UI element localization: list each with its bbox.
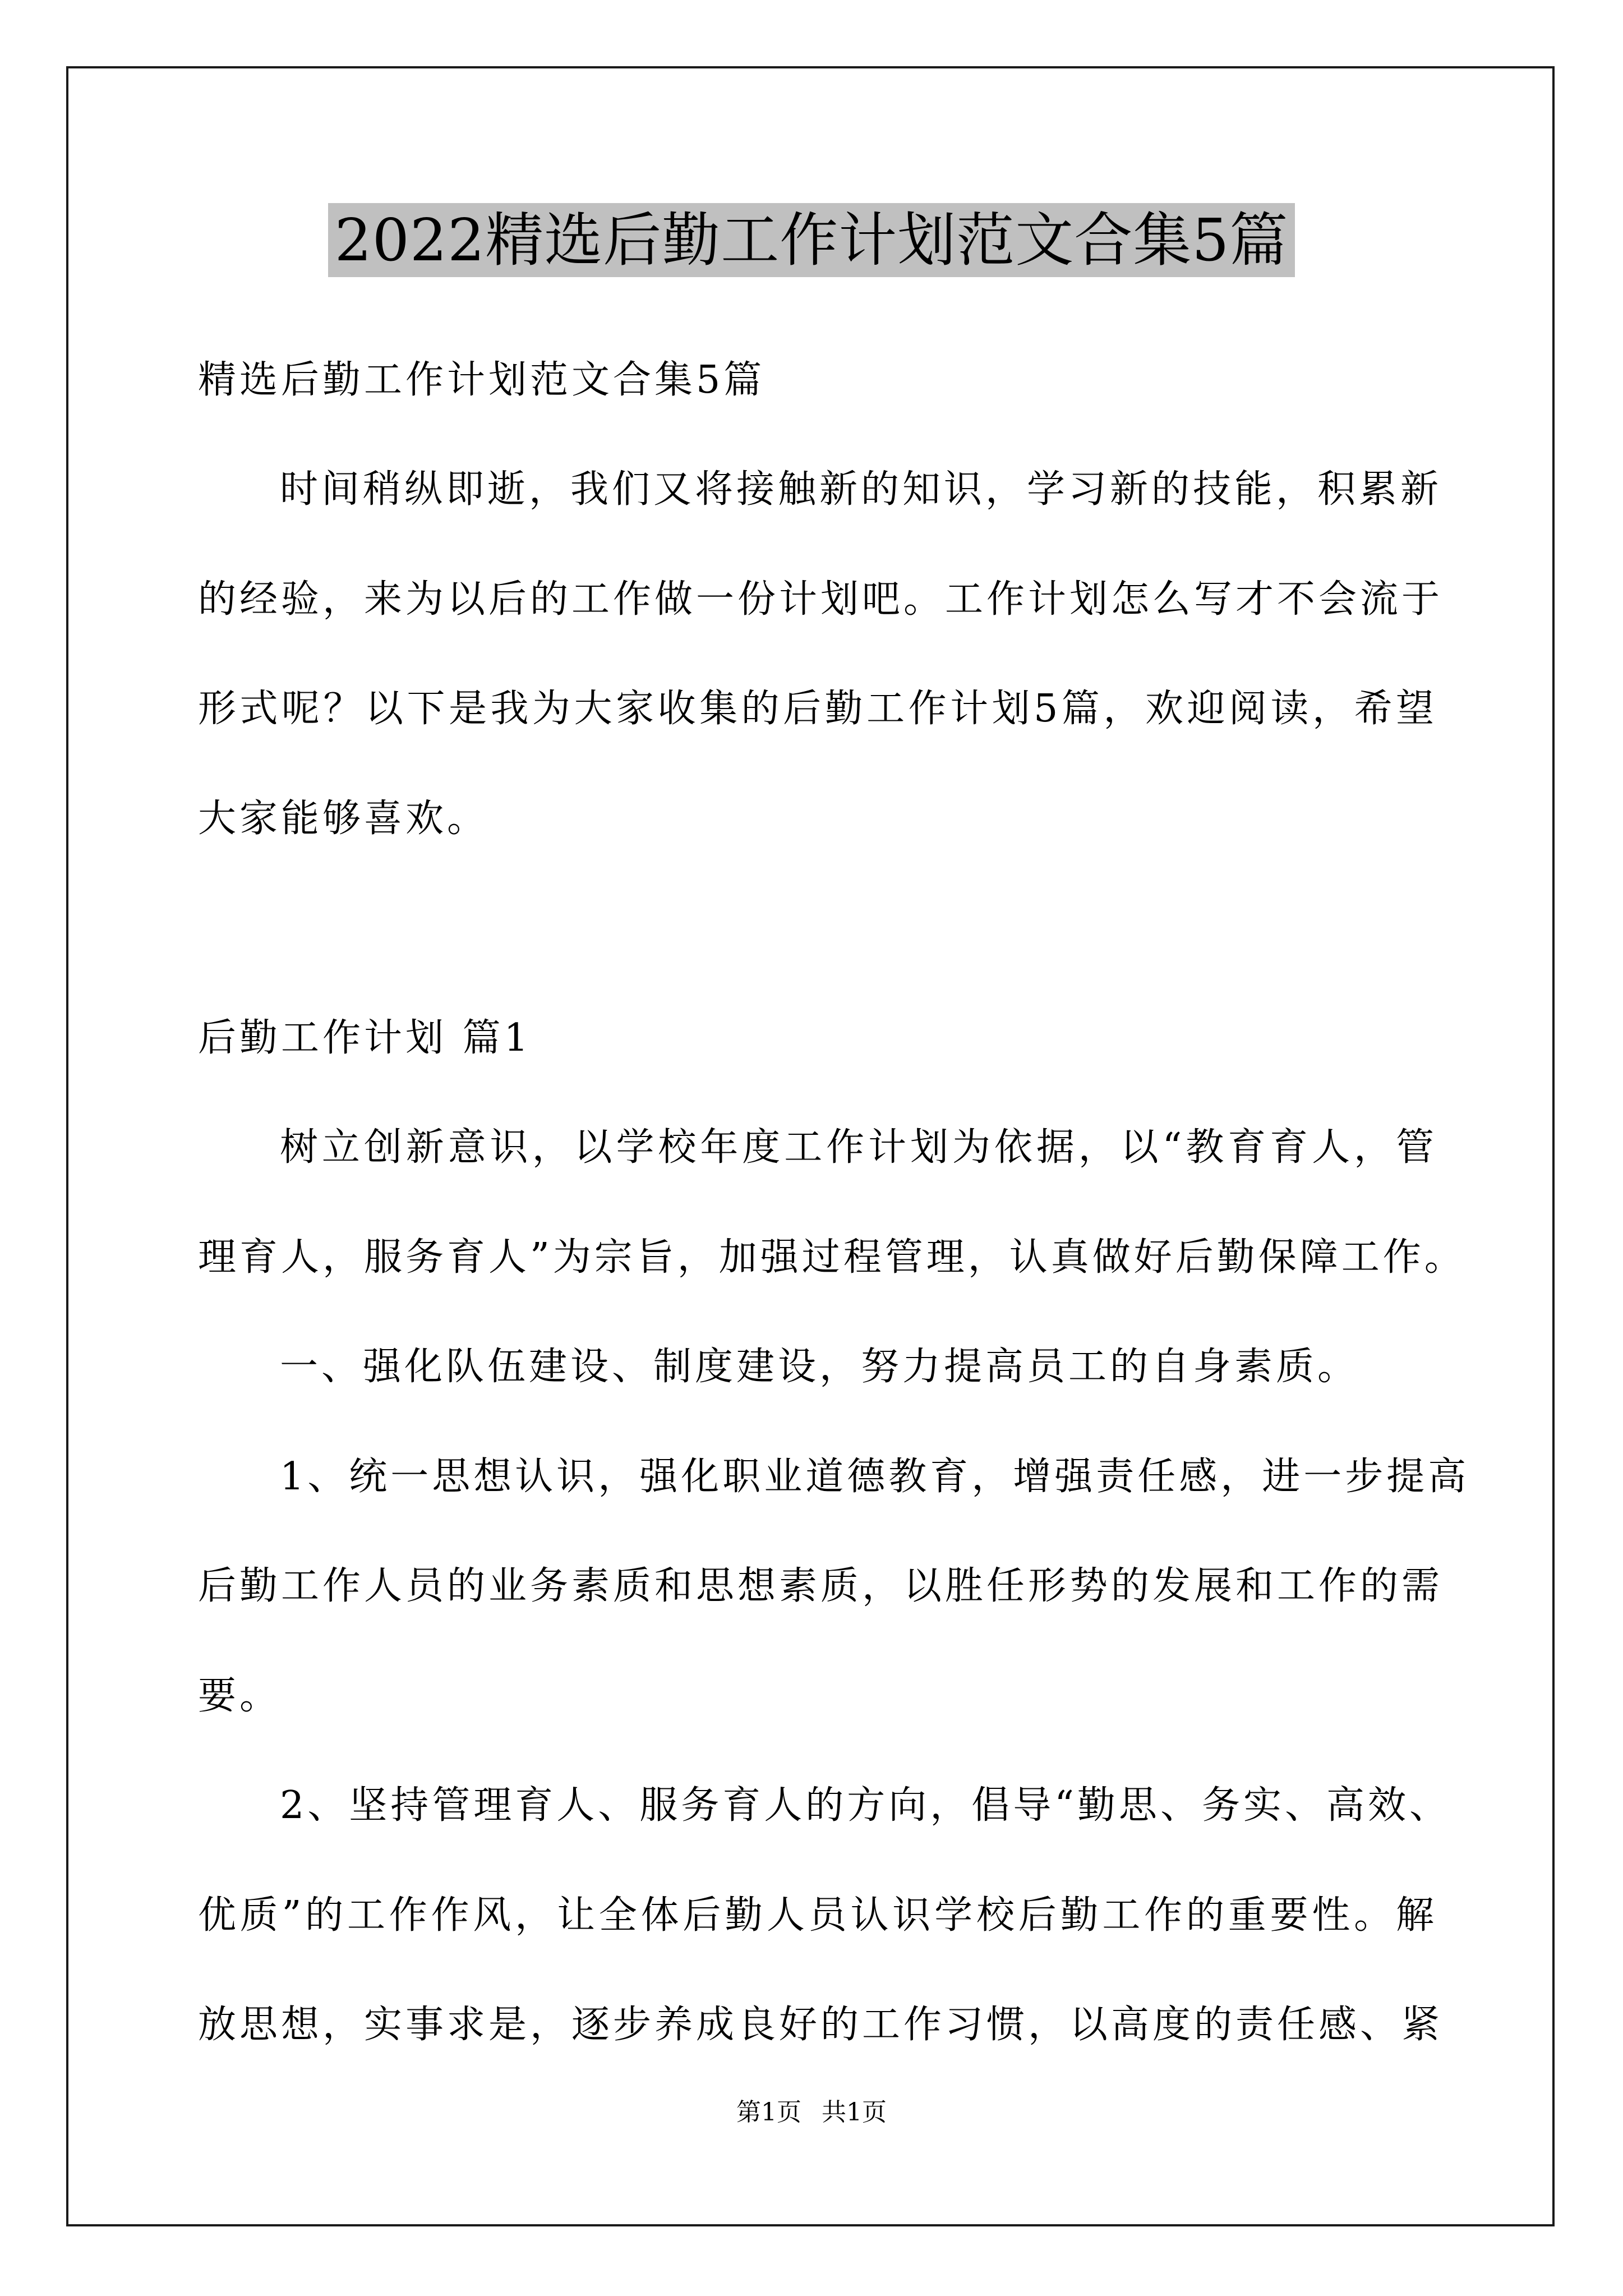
item1-line-1: 1、统一思想认识，强化职业道德教育，增强责任感，进一步提高 [280, 1455, 1470, 1499]
intro-line-4: 大家能够喜欢。 [198, 797, 489, 841]
intro-line-1: 时间稍纵即逝，我们又将接触新的知识，学习新的技能，积累新 [280, 467, 1442, 512]
item2-line-3: 放思想，实事求是，逐步养成良好的工作习惯，以高度的责任感、紧 [198, 2003, 1444, 2047]
intro-line-2: 的经验，来为以后的工作做一份计划吧。工作计划怎么写才不会流于 [198, 577, 1444, 622]
item1-line-2: 后勤工作人员的业务素质和思想素质，以胜任形势的发展和工作的需 [198, 1564, 1444, 1608]
document-title: 2022精选后勤工作计划范文合集5篇 [328, 203, 1295, 277]
item2-line-1: 2、坚持管理育人、服务育人的方向，倡导“勤思、务实、高效、 [280, 1783, 1451, 1828]
item2-line-2: 优质”的工作作风，让全体后勤人员认识学校后勤工作的重要性。解 [198, 1893, 1437, 1938]
para1-line-2: 理育人，服务育人”为宗旨，加强过程管理，认真做好后勤保障工作。 [198, 1235, 1466, 1280]
page-number: 第1页 [736, 2098, 801, 2127]
item1-line-3: 要。 [198, 1674, 282, 1718]
para1-line-1: 树立创新意识，以学校年度工作计划为依据，以“教育育人，管 [280, 1125, 1437, 1170]
item-heading: 一、强化队伍建设、制度建设，努力提高员工的自身素质。 [280, 1345, 1359, 1389]
title-container [0, 203, 1623, 277]
page-total: 共1页 [822, 2098, 887, 2127]
intro-line-3: 形式呢？以下是我为大家收集的后勤工作计划5篇，欢迎阅读，希望 [198, 687, 1437, 731]
page-footer [0, 2096, 1623, 2129]
document-subtitle: 精选后勤工作计划范文合集5篇 [198, 358, 766, 402]
section-heading: 后勤工作计划 篇1 [198, 1016, 532, 1060]
